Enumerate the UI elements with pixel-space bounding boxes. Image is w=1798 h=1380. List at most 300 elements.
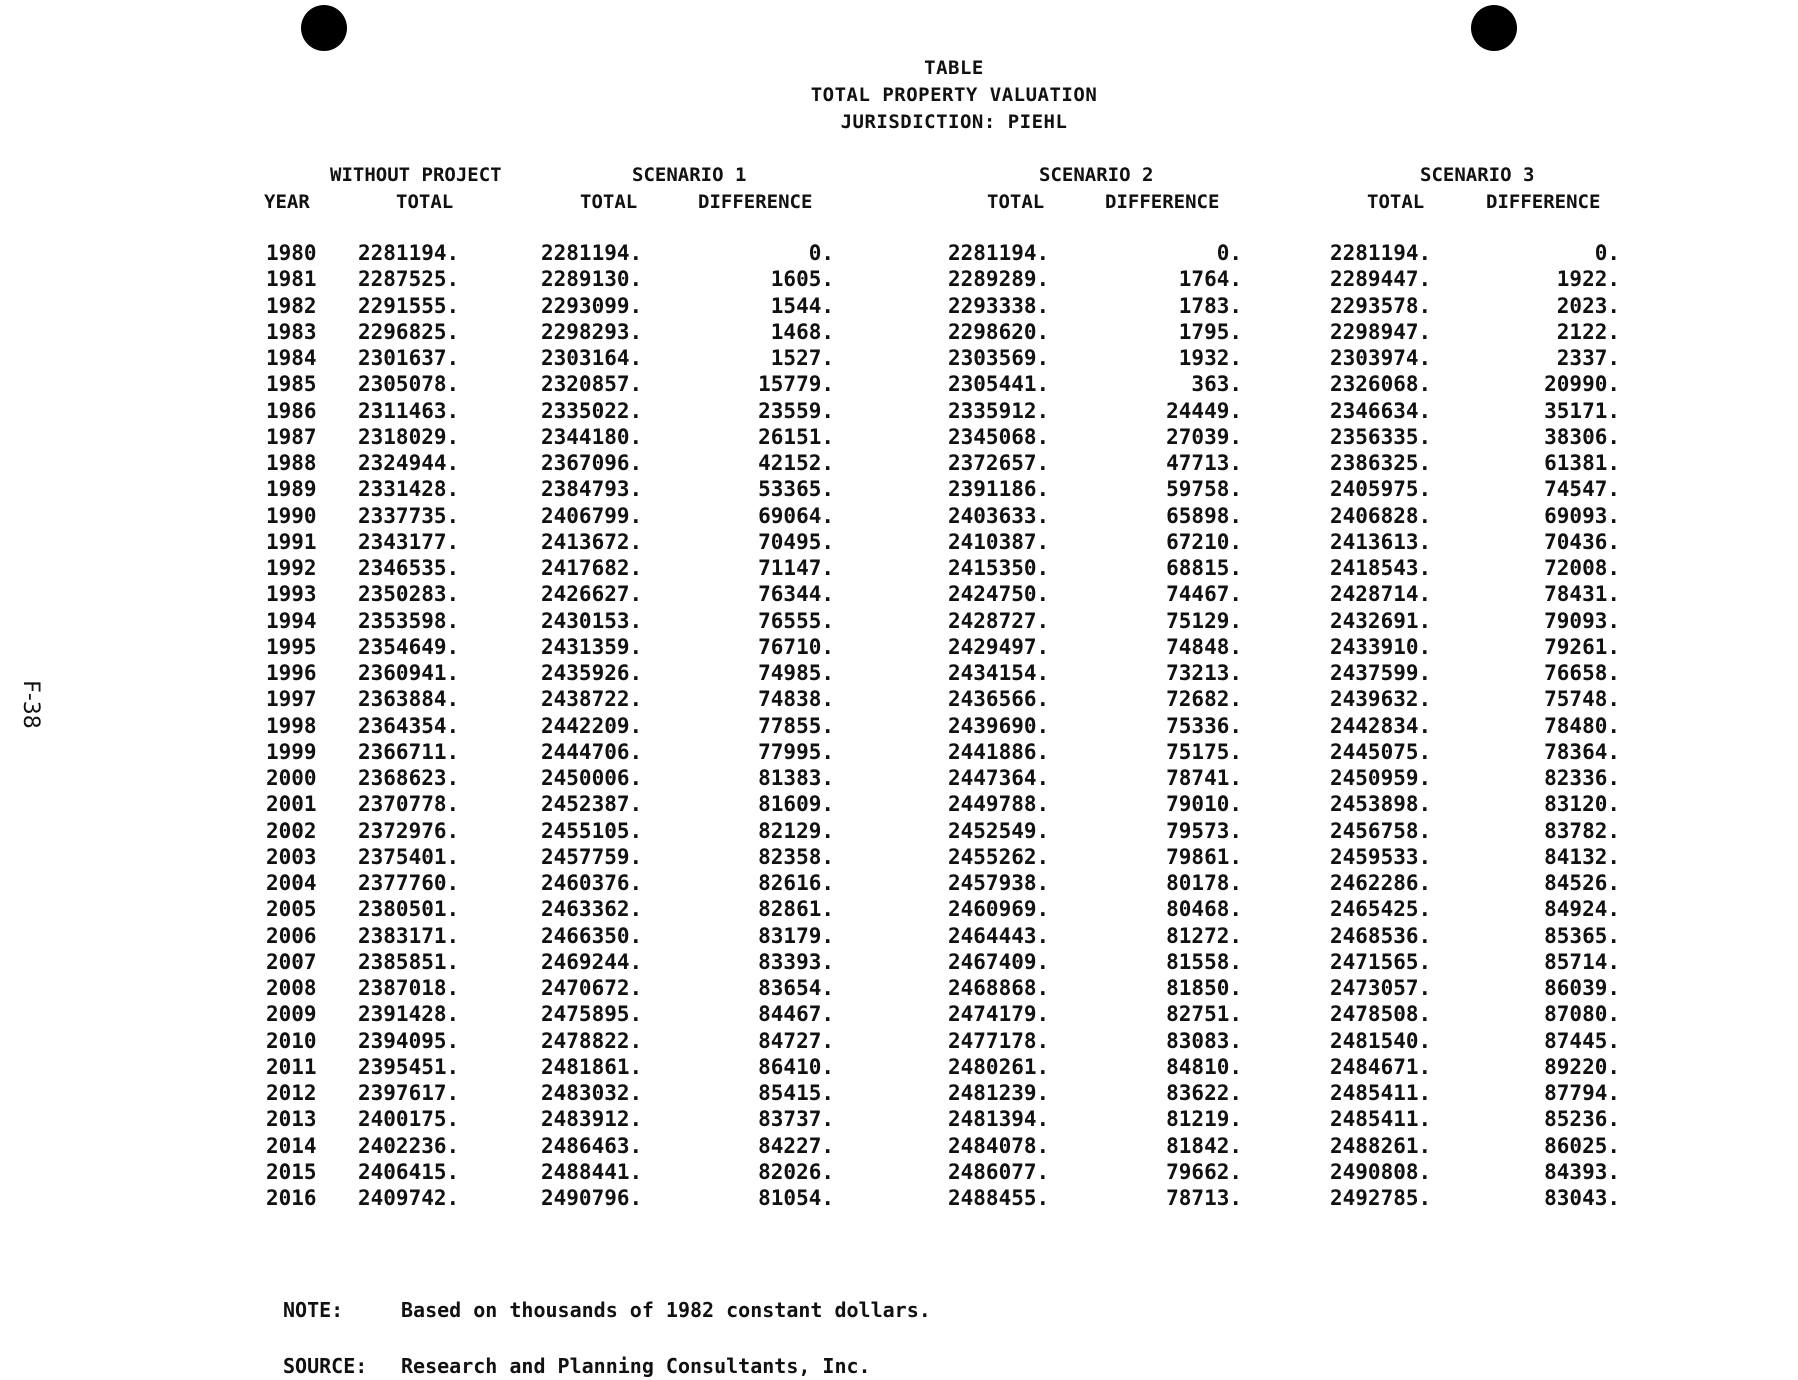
scenario-2-total-cell: 2468868. bbox=[948, 976, 1050, 1000]
scenario-3-total-cell: 2481540. bbox=[1330, 1028, 1432, 1053]
scenario-3-difference-cell: 85365. bbox=[1544, 923, 1620, 948]
scenario-1-total-cell: 2463362. bbox=[541, 897, 643, 922]
scenario-3-total-cell: 2459533. bbox=[1330, 844, 1432, 869]
scenario-1-total-cell: 2406799. bbox=[541, 503, 643, 528]
scenario-2-difference-cell: 0. bbox=[1216, 241, 1242, 265]
scenario-2-difference-cell: 1783. bbox=[1178, 293, 1242, 318]
year-cell: 1997 bbox=[266, 687, 317, 712]
header-scenario-1: SCENARIO 1 bbox=[632, 164, 747, 186]
year-cell: 1988 bbox=[266, 451, 317, 475]
without-project-total-cell: 2281194. bbox=[358, 241, 460, 265]
scenario-1-difference-cell: 84467. bbox=[758, 1002, 834, 1027]
scenario-2-total-cell: 2481394. bbox=[948, 1107, 1050, 1132]
scenario-3-total-cell: 2293578. bbox=[1330, 293, 1432, 318]
year-cell: 2003 bbox=[266, 844, 317, 869]
source-line bbox=[283, 1354, 871, 1378]
without-project-total-cell: 2406415. bbox=[358, 1159, 460, 1184]
scenario-1-total-cell: 2444706. bbox=[541, 739, 643, 764]
scenario-1-difference-cell: 74985. bbox=[758, 661, 834, 685]
year-cell: 1994 bbox=[266, 608, 317, 633]
scenario-2-difference-cell: 80178. bbox=[1166, 871, 1242, 895]
without-project-total-cell: 2366711. bbox=[358, 739, 460, 764]
scenario-2-difference-cell: 67210. bbox=[1166, 529, 1242, 554]
scenario-2-difference-cell: 363. bbox=[1191, 372, 1242, 397]
year-cell: 2014 bbox=[266, 1133, 317, 1158]
scenario-2-total-cell: 2441886. bbox=[948, 739, 1050, 764]
scenario-1-difference-cell: 77995. bbox=[758, 739, 834, 764]
without-project-total-cell: 2385851. bbox=[358, 949, 460, 974]
note-text: Based on thousands of 1982 constant dollars. bbox=[401, 1298, 931, 1322]
table-title: TABLE bbox=[924, 57, 984, 79]
scenario-3-total-cell: 2281194. bbox=[1330, 241, 1432, 265]
scenario-2-total-cell: 2293338. bbox=[948, 293, 1050, 318]
scenario-2-total-cell: 2480261. bbox=[948, 1054, 1050, 1079]
column-scenario-3-total bbox=[1330, 240, 1431, 1211]
scenario-2-total-cell: 2410387. bbox=[948, 529, 1050, 554]
without-project-total-cell: 2387018. bbox=[358, 976, 460, 1000]
header-scenario-2-total: TOTAL bbox=[987, 191, 1045, 213]
without-project-total-cell: 2394095. bbox=[358, 1028, 460, 1053]
without-project-total-cell: 2291555. bbox=[358, 293, 460, 318]
scenario-2-total-cell: 2439690. bbox=[948, 713, 1050, 738]
scenario-1-total-cell: 2435926. bbox=[541, 661, 643, 685]
scenario-2-difference-cell: 81272. bbox=[1166, 923, 1242, 948]
scenario-3-total-cell: 2462286. bbox=[1330, 871, 1432, 895]
column-without-project-total bbox=[358, 240, 459, 1211]
scenario-3-total-cell: 2488261. bbox=[1330, 1133, 1432, 1158]
scenario-3-difference-cell: 79261. bbox=[1544, 634, 1620, 659]
scenario-2-total-cell: 2335912. bbox=[948, 398, 1050, 423]
year-cell: 1989 bbox=[266, 477, 317, 502]
scenario-1-difference-cell: 74838. bbox=[758, 687, 834, 712]
scenario-2-difference-cell: 78713. bbox=[1166, 1186, 1242, 1210]
scenario-1-total-cell: 2470672. bbox=[541, 976, 643, 1000]
scenario-2-difference-cell: 65898. bbox=[1166, 503, 1242, 528]
scenario-1-total-cell: 2475895. bbox=[541, 1002, 643, 1027]
scenario-1-total-cell: 2481861. bbox=[541, 1054, 643, 1079]
scenario-2-difference-cell: 73213. bbox=[1166, 661, 1242, 685]
scenario-1-total-cell: 2413672. bbox=[541, 529, 643, 554]
year-cell: 1998 bbox=[266, 713, 317, 738]
header-scenario-2-difference: DIFFERENCE bbox=[1105, 191, 1220, 213]
scenario-1-total-cell: 2367096. bbox=[541, 451, 643, 475]
scenario-1-total-cell: 2335022. bbox=[541, 398, 643, 423]
year-cell: 1986 bbox=[266, 398, 317, 423]
header-scenario-3-total: TOTAL bbox=[1367, 191, 1425, 213]
without-project-total-cell: 2350283. bbox=[358, 582, 460, 607]
scenario-3-difference-cell: 70436. bbox=[1544, 529, 1620, 554]
year-cell: 1991 bbox=[266, 529, 317, 554]
scenario-1-total-cell: 2452387. bbox=[541, 792, 643, 817]
scenario-1-total-cell: 2293099. bbox=[541, 293, 643, 318]
scenario-1-total-cell: 2483032. bbox=[541, 1081, 643, 1105]
scenario-2-total-cell: 2486077. bbox=[948, 1159, 1050, 1184]
scenario-2-difference-cell: 74467. bbox=[1166, 582, 1242, 607]
header-scenario-1-difference: DIFFERENCE bbox=[698, 191, 813, 213]
scenario-3-difference-cell: 85236. bbox=[1544, 1107, 1620, 1132]
scenario-2-total-cell: 2424750. bbox=[948, 582, 1050, 607]
scenario-3-difference-cell: 83043. bbox=[1544, 1186, 1620, 1210]
table-subtitle: TOTAL PROPERTY VALUATION bbox=[810, 84, 1098, 106]
scenario-3-difference-cell: 78480. bbox=[1544, 713, 1620, 738]
without-project-total-cell: 2395451. bbox=[358, 1054, 460, 1079]
scenario-3-difference-cell: 78364. bbox=[1544, 739, 1620, 764]
scenario-1-difference-cell: 83737. bbox=[758, 1107, 834, 1132]
scenario-3-difference-cell: 84393. bbox=[1544, 1159, 1620, 1184]
scenario-2-difference-cell: 72682. bbox=[1166, 687, 1242, 712]
note-line bbox=[283, 1298, 931, 1322]
scenario-1-difference-cell: 1527. bbox=[770, 346, 834, 370]
scenario-1-difference-cell: 15779. bbox=[758, 372, 834, 397]
scenario-3-total-cell: 2490808. bbox=[1330, 1159, 1432, 1184]
scenario-1-total-cell: 2426627. bbox=[541, 582, 643, 607]
year-cell: 2013 bbox=[266, 1107, 317, 1132]
note-label: NOTE: bbox=[283, 1298, 344, 1322]
page-number-label: F-38 bbox=[17, 680, 43, 729]
scenario-2-difference-cell: 82751. bbox=[1166, 1002, 1242, 1027]
jurisdiction-label: JURISDICTION: PIEHL bbox=[840, 111, 1068, 133]
without-project-total-cell: 2364354. bbox=[358, 713, 460, 738]
scenario-2-difference-cell: 81219. bbox=[1166, 1107, 1242, 1132]
scenario-1-difference-cell: 23559. bbox=[758, 398, 834, 423]
scenario-1-total-cell: 2320857. bbox=[541, 372, 643, 397]
year-cell: 2005 bbox=[266, 897, 317, 922]
year-cell: 1996 bbox=[266, 661, 317, 685]
scenario-3-difference-cell: 83782. bbox=[1544, 818, 1620, 843]
without-project-total-cell: 2400175. bbox=[358, 1107, 460, 1132]
scenario-1-difference-cell: 76344. bbox=[758, 582, 834, 607]
without-project-total-cell: 2353598. bbox=[358, 608, 460, 633]
scenario-3-total-cell: 2437599. bbox=[1330, 661, 1432, 685]
scenario-2-difference-cell: 84810. bbox=[1166, 1054, 1242, 1079]
scenario-2-total-cell: 2434154. bbox=[948, 661, 1050, 685]
scenario-2-total-cell: 2303569. bbox=[948, 346, 1050, 370]
scenario-2-difference-cell: 80468. bbox=[1166, 897, 1242, 922]
scenario-3-total-cell: 2432691. bbox=[1330, 608, 1432, 633]
scenario-2-difference-cell: 1764. bbox=[1178, 267, 1242, 292]
scenario-1-difference-cell: 1605. bbox=[770, 267, 834, 292]
without-project-total-cell: 2397617. bbox=[358, 1081, 460, 1105]
scenario-3-total-cell: 2439632. bbox=[1330, 687, 1432, 712]
scenario-1-total-cell: 2438722. bbox=[541, 687, 643, 712]
scenario-1-total-cell: 2298293. bbox=[541, 319, 643, 344]
scenario-1-difference-cell: 71147. bbox=[758, 556, 834, 580]
year-cell: 2011 bbox=[266, 1054, 317, 1079]
scenario-2-difference-cell: 1932. bbox=[1178, 346, 1242, 370]
scenario-2-total-cell: 2428727. bbox=[948, 608, 1050, 633]
scenario-2-total-cell: 2488455. bbox=[948, 1186, 1050, 1210]
without-project-total-cell: 2337735. bbox=[358, 503, 460, 528]
scenario-1-difference-cell: 85415. bbox=[758, 1081, 834, 1105]
scenario-2-total-cell: 2484078. bbox=[948, 1133, 1050, 1158]
scenario-2-difference-cell: 75175. bbox=[1166, 739, 1242, 764]
without-project-total-cell: 2383171. bbox=[358, 923, 460, 948]
year-cell: 1980 bbox=[266, 241, 317, 265]
scenario-1-difference-cell: 83179. bbox=[758, 923, 834, 948]
without-project-total-cell: 2331428. bbox=[358, 477, 460, 502]
scenario-2-total-cell: 2474179. bbox=[948, 1002, 1050, 1027]
scenario-3-total-cell: 2406828. bbox=[1330, 503, 1432, 528]
scenario-3-total-cell: 2484671. bbox=[1330, 1054, 1432, 1079]
scenario-2-difference-cell: 47713. bbox=[1166, 451, 1242, 475]
scenario-2-total-cell: 2457938. bbox=[948, 871, 1050, 895]
scenario-2-difference-cell: 83622. bbox=[1166, 1081, 1242, 1105]
scenario-2-difference-cell: 68815. bbox=[1166, 556, 1242, 580]
scenario-1-total-cell: 2431359. bbox=[541, 634, 643, 659]
scenario-2-difference-cell: 24449. bbox=[1166, 398, 1242, 423]
scenario-2-total-cell: 2298620. bbox=[948, 319, 1050, 344]
scenario-3-difference-cell: 38306. bbox=[1544, 424, 1620, 449]
scenario-2-total-cell: 2455262. bbox=[948, 844, 1050, 869]
scenario-3-total-cell: 2428714. bbox=[1330, 582, 1432, 607]
scenario-1-difference-cell: 82358. bbox=[758, 844, 834, 869]
scenario-1-difference-cell: 82861. bbox=[758, 897, 834, 922]
scenario-3-total-cell: 2450959. bbox=[1330, 766, 1432, 790]
year-cell: 1993 bbox=[266, 582, 317, 607]
scenario-2-total-cell: 2447364. bbox=[948, 766, 1050, 790]
header-year: YEAR bbox=[264, 191, 310, 213]
scenario-1-total-cell: 2281194. bbox=[541, 241, 643, 265]
table-title-block bbox=[0, 55, 1798, 136]
scenario-3-difference-cell: 86039. bbox=[1544, 976, 1620, 1000]
year-cell: 2006 bbox=[266, 923, 317, 948]
scenario-1-total-cell: 2430153. bbox=[541, 608, 643, 633]
scenario-2-total-cell: 2477178. bbox=[948, 1028, 1050, 1053]
scenario-2-total-cell: 2372657. bbox=[948, 451, 1050, 475]
column-scenario-1-difference bbox=[680, 240, 834, 1211]
scenario-2-difference-cell: 79662. bbox=[1166, 1159, 1242, 1184]
scenario-3-difference-cell: 2023. bbox=[1556, 293, 1620, 318]
scenario-3-difference-cell: 0. bbox=[1594, 241, 1620, 265]
year-cell: 1981 bbox=[266, 267, 317, 292]
scenario-1-total-cell: 2289130. bbox=[541, 267, 643, 292]
without-project-total-cell: 2354649. bbox=[358, 634, 460, 659]
scenario-1-total-cell: 2469244. bbox=[541, 949, 643, 974]
scenario-3-total-cell: 2413613. bbox=[1330, 529, 1432, 554]
scenario-2-difference-cell: 75129. bbox=[1166, 608, 1242, 633]
scenario-2-difference-cell: 78741. bbox=[1166, 766, 1242, 790]
scenario-2-total-cell: 2449788. bbox=[948, 792, 1050, 817]
year-cell: 2009 bbox=[266, 1002, 317, 1027]
year-cell: 1983 bbox=[266, 319, 317, 344]
scenario-1-total-cell: 2460376. bbox=[541, 871, 643, 895]
year-cell: 1982 bbox=[266, 293, 317, 318]
scenario-1-total-cell: 2457759. bbox=[541, 844, 643, 869]
scenario-3-total-cell: 2445075. bbox=[1330, 739, 1432, 764]
scenario-1-difference-cell: 81609. bbox=[758, 792, 834, 817]
year-cell: 1984 bbox=[266, 346, 317, 370]
scenario-3-difference-cell: 84526. bbox=[1544, 871, 1620, 895]
scenario-3-total-cell: 2405975. bbox=[1330, 477, 1432, 502]
scenario-1-total-cell: 2417682. bbox=[541, 556, 643, 580]
scenario-2-difference-cell: 83083. bbox=[1166, 1028, 1242, 1053]
scenario-3-total-cell: 2492785. bbox=[1330, 1186, 1432, 1210]
without-project-total-cell: 2375401. bbox=[358, 844, 460, 869]
year-cell: 2007 bbox=[266, 949, 317, 974]
scenario-2-total-cell: 2289289. bbox=[948, 267, 1050, 292]
scenario-1-total-cell: 2344180. bbox=[541, 424, 643, 449]
scenario-3-total-cell: 2468536. bbox=[1330, 923, 1432, 948]
punch-hole-left bbox=[301, 5, 347, 51]
without-project-total-cell: 2311463. bbox=[358, 398, 460, 423]
header-scenario-3: SCENARIO 3 bbox=[1420, 164, 1535, 186]
without-project-total-cell: 2287525. bbox=[358, 267, 460, 292]
scenario-3-total-cell: 2386325. bbox=[1330, 451, 1432, 475]
year-cell: 1992 bbox=[266, 556, 317, 580]
header-without-project: WITHOUT PROJECT bbox=[330, 164, 502, 186]
without-project-total-cell: 2370778. bbox=[358, 792, 460, 817]
scenario-3-difference-cell: 79093. bbox=[1544, 608, 1620, 633]
scenario-2-total-cell: 2460969. bbox=[948, 897, 1050, 922]
scenario-1-difference-cell: 26151. bbox=[758, 424, 834, 449]
year-cell: 2002 bbox=[266, 818, 317, 843]
year-cell: 2010 bbox=[266, 1028, 317, 1053]
scenario-3-difference-cell: 75748. bbox=[1544, 687, 1620, 712]
scenario-3-difference-cell: 78431. bbox=[1544, 582, 1620, 607]
without-project-total-cell: 2363884. bbox=[358, 687, 460, 712]
scenario-2-total-cell: 2464443. bbox=[948, 923, 1050, 948]
year-cell: 2008 bbox=[266, 976, 317, 1000]
year-cell: 2000 bbox=[266, 766, 317, 790]
year-cell: 2016 bbox=[266, 1186, 317, 1210]
scenario-1-total-cell: 2455105. bbox=[541, 818, 643, 843]
scenario-3-total-cell: 2418543. bbox=[1330, 556, 1432, 580]
source-label: SOURCE: bbox=[283, 1354, 368, 1378]
scenario-3-total-cell: 2346634. bbox=[1330, 398, 1432, 423]
scenario-2-difference-cell: 81558. bbox=[1166, 949, 1242, 974]
scenario-2-difference-cell: 74848. bbox=[1166, 634, 1242, 659]
scenario-2-total-cell: 2403633. bbox=[948, 503, 1050, 528]
scenario-3-total-cell: 2478508. bbox=[1330, 1002, 1432, 1027]
scenario-1-difference-cell: 77855. bbox=[758, 713, 834, 738]
year-cell: 2001 bbox=[266, 792, 317, 817]
year-cell: 2004 bbox=[266, 871, 317, 895]
scenario-1-difference-cell: 76555. bbox=[758, 608, 834, 633]
without-project-total-cell: 2324944. bbox=[358, 451, 460, 475]
scenario-3-total-cell: 2465425. bbox=[1330, 897, 1432, 922]
scenario-2-total-cell: 2305441. bbox=[948, 372, 1050, 397]
scenario-3-difference-cell: 85714. bbox=[1544, 949, 1620, 974]
without-project-total-cell: 2368623. bbox=[358, 766, 460, 790]
without-project-total-cell: 2301637. bbox=[358, 346, 460, 370]
scenario-1-difference-cell: 84727. bbox=[758, 1028, 834, 1053]
scenario-2-difference-cell: 81842. bbox=[1166, 1133, 1242, 1158]
scenario-2-total-cell: 2281194. bbox=[948, 241, 1050, 265]
scenario-3-difference-cell: 82336. bbox=[1544, 766, 1620, 790]
scenario-1-total-cell: 2442209. bbox=[541, 713, 643, 738]
scenario-3-difference-cell: 89220. bbox=[1544, 1054, 1620, 1079]
scenario-1-difference-cell: 76710. bbox=[758, 634, 834, 659]
scenario-3-total-cell: 2289447. bbox=[1330, 267, 1432, 292]
without-project-total-cell: 2377760. bbox=[358, 871, 460, 895]
scenario-1-total-cell: 2303164. bbox=[541, 346, 643, 370]
scenario-1-difference-cell: 81383. bbox=[758, 766, 834, 790]
scenario-2-difference-cell: 79010. bbox=[1166, 792, 1242, 817]
scenario-1-difference-cell: 1468. bbox=[770, 319, 834, 344]
scenario-2-total-cell: 2452549. bbox=[948, 818, 1050, 843]
scenario-3-difference-cell: 87080. bbox=[1544, 1002, 1620, 1027]
scenario-3-difference-cell: 86025. bbox=[1544, 1133, 1620, 1158]
year-cell: 1999 bbox=[266, 739, 317, 764]
scenario-3-total-cell: 2442834. bbox=[1330, 713, 1432, 738]
scenario-2-difference-cell: 81850. bbox=[1166, 976, 1242, 1000]
scenario-1-total-cell: 2483912. bbox=[541, 1107, 643, 1132]
scenario-3-difference-cell: 76658. bbox=[1544, 661, 1620, 685]
scenario-1-difference-cell: 0. bbox=[808, 241, 834, 265]
scenario-3-total-cell: 2471565. bbox=[1330, 949, 1432, 974]
scenario-1-difference-cell: 82129. bbox=[758, 818, 834, 843]
scenario-3-difference-cell: 61381. bbox=[1544, 451, 1620, 475]
scenario-3-total-cell: 2303974. bbox=[1330, 346, 1432, 370]
scenario-3-difference-cell: 84924. bbox=[1544, 897, 1620, 922]
year-cell: 2012 bbox=[266, 1081, 317, 1105]
scenario-3-difference-cell: 87445. bbox=[1544, 1028, 1620, 1053]
scenario-3-total-cell: 2298947. bbox=[1330, 319, 1432, 344]
year-cell: 2015 bbox=[266, 1159, 317, 1184]
without-project-total-cell: 2296825. bbox=[358, 319, 460, 344]
scenario-2-total-cell: 2429497. bbox=[948, 634, 1050, 659]
scenario-3-difference-cell: 87794. bbox=[1544, 1081, 1620, 1105]
without-project-total-cell: 2346535. bbox=[358, 556, 460, 580]
scenario-3-total-cell: 2456758. bbox=[1330, 818, 1432, 843]
scenario-3-total-cell: 2433910. bbox=[1330, 634, 1432, 659]
scenario-3-difference-cell: 72008. bbox=[1544, 556, 1620, 580]
punch-hole-right bbox=[1471, 5, 1517, 51]
scenario-3-difference-cell: 83120. bbox=[1544, 792, 1620, 817]
scenario-3-difference-cell: 1922. bbox=[1556, 267, 1620, 292]
without-project-total-cell: 2391428. bbox=[358, 1002, 460, 1027]
column-scenario-2-difference bbox=[1090, 240, 1242, 1211]
scenario-1-difference-cell: 83393. bbox=[758, 949, 834, 974]
scenario-3-difference-cell: 69093. bbox=[1544, 503, 1620, 528]
source-text: Research and Planning Consultants, Inc. bbox=[401, 1354, 871, 1378]
scenario-2-difference-cell: 59758. bbox=[1166, 477, 1242, 502]
scenario-3-total-cell: 2485411. bbox=[1330, 1081, 1432, 1105]
scenario-2-total-cell: 2467409. bbox=[948, 949, 1050, 974]
scenario-1-total-cell: 2466350. bbox=[541, 923, 643, 948]
column-scenario-3-difference bbox=[1478, 240, 1620, 1211]
column-scenario-2-total bbox=[948, 240, 1049, 1211]
without-project-total-cell: 2360941. bbox=[358, 661, 460, 685]
without-project-total-cell: 2409742. bbox=[358, 1186, 460, 1210]
without-project-total-cell: 2372976. bbox=[358, 818, 460, 843]
scenario-3-difference-cell: 2337. bbox=[1556, 346, 1620, 370]
scenario-1-total-cell: 2478822. bbox=[541, 1028, 643, 1053]
scenario-3-total-cell: 2326068. bbox=[1330, 372, 1432, 397]
scenario-3-total-cell: 2485411. bbox=[1330, 1107, 1432, 1132]
scenario-1-difference-cell: 82026. bbox=[758, 1159, 834, 1184]
scenario-3-total-cell: 2473057. bbox=[1330, 976, 1432, 1000]
scenario-3-difference-cell: 74547. bbox=[1544, 477, 1620, 502]
scenario-3-difference-cell: 35171. bbox=[1544, 398, 1620, 423]
header-scenario-2: SCENARIO 2 bbox=[1039, 164, 1154, 186]
without-project-total-cell: 2380501. bbox=[358, 897, 460, 922]
scenario-1-total-cell: 2488441. bbox=[541, 1159, 643, 1184]
scenario-1-difference-cell: 83654. bbox=[758, 976, 834, 1000]
scenario-1-difference-cell: 1544. bbox=[770, 293, 834, 318]
scenario-1-difference-cell: 69064. bbox=[758, 503, 834, 528]
scenario-3-total-cell: 2356335. bbox=[1330, 424, 1432, 449]
scenario-2-total-cell: 2481239. bbox=[948, 1081, 1050, 1105]
scenario-2-total-cell: 2391186. bbox=[948, 477, 1050, 502]
year-cell: 1985 bbox=[266, 372, 317, 397]
scenario-3-difference-cell: 84132. bbox=[1544, 844, 1620, 869]
scenario-1-total-cell: 2486463. bbox=[541, 1133, 643, 1158]
scenario-2-difference-cell: 75336. bbox=[1166, 713, 1242, 738]
scenario-2-total-cell: 2345068. bbox=[948, 424, 1050, 449]
header-without-project-total: TOTAL bbox=[396, 191, 454, 213]
year-cell: 1990 bbox=[266, 503, 317, 528]
